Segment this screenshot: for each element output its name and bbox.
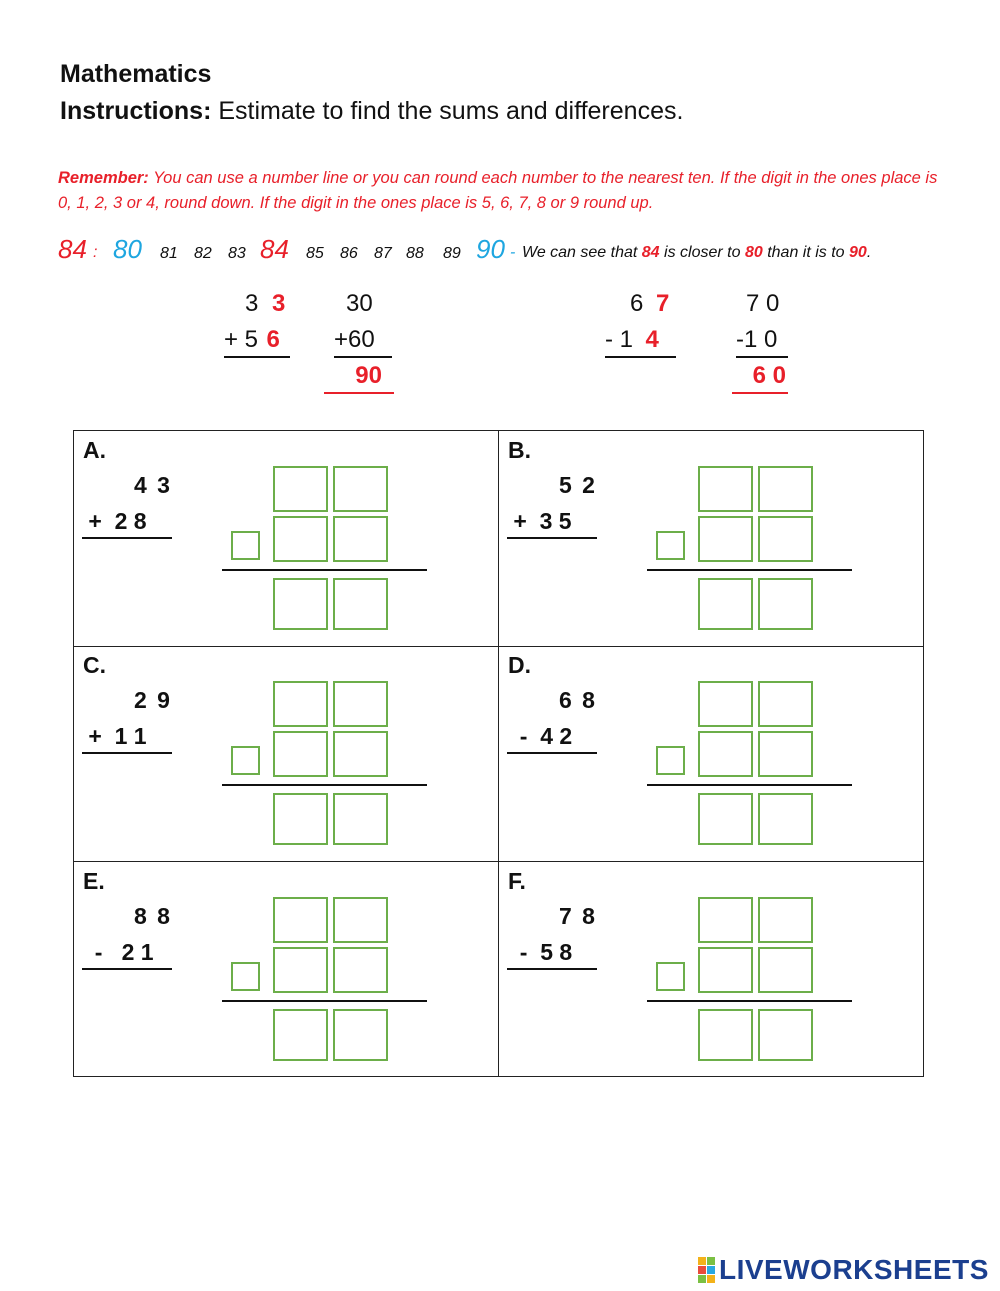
answer-box-operator[interactable] bbox=[656, 962, 685, 991]
nl-87: 87 bbox=[374, 245, 392, 262]
problem-letter: E. bbox=[83, 868, 105, 894]
nl-89: 89 bbox=[443, 245, 461, 262]
ex-add-r-sum-wrap bbox=[324, 362, 394, 394]
answer-box-round-top-ones[interactable] bbox=[333, 897, 388, 943]
answer-box-result-tens[interactable] bbox=[698, 1009, 753, 1061]
instructions-text: Estimate to find the sums and differences. bbox=[211, 97, 684, 125]
problem-cell bbox=[74, 646, 499, 861]
remember-note bbox=[58, 166, 948, 216]
answer-rule bbox=[222, 1000, 427, 1002]
ex-sub-r-bot: -1 0 bbox=[736, 326, 778, 353]
remember-label: Remember: bbox=[58, 169, 149, 187]
problem-bottom-number: + 1 1 bbox=[82, 723, 172, 754]
ex-sub-r-top: 7 0 bbox=[746, 290, 780, 317]
answer-box-round-top-ones[interactable] bbox=[758, 897, 813, 943]
nl-mid: 84 bbox=[260, 234, 289, 264]
problem-top-number: 2 9 bbox=[134, 687, 172, 713]
nl-85: 85 bbox=[306, 245, 324, 262]
answer-box-round-bottom-tens[interactable] bbox=[698, 947, 753, 993]
liveworksheets-logo bbox=[698, 1255, 989, 1285]
remember-text: You can use a number line or you can round each number to the nearest ten. If the digit in the ones place is 0, 1, 2, 3 or 4, round down. If the digit in the ones place is 5, 6, 7, 8 or 9 round up. bbox=[58, 169, 938, 212]
answer-box-result-tens[interactable] bbox=[273, 793, 328, 845]
nl-83: 83 bbox=[228, 245, 246, 262]
nl-88: 88 bbox=[406, 245, 424, 262]
ex-add-top-tens: 3 bbox=[245, 290, 259, 317]
problem-top-number: 6 8 bbox=[559, 687, 597, 713]
nl-81: 81 bbox=[160, 245, 178, 262]
nl-s-v3: 90 bbox=[849, 244, 867, 261]
ex-add-r-bot: +60 bbox=[334, 326, 375, 353]
answer-box-result-tens[interactable] bbox=[698, 578, 753, 630]
problem-top-number: 4 3 bbox=[134, 472, 172, 498]
ex-add-r-top: 30 bbox=[346, 290, 373, 317]
answer-box-result-ones[interactable] bbox=[758, 1009, 813, 1061]
answer-box-result-ones[interactable] bbox=[333, 793, 388, 845]
answer-box-round-top-tens[interactable] bbox=[273, 897, 328, 943]
problem-cell bbox=[499, 431, 924, 646]
nl-s3: than it is to bbox=[767, 244, 845, 261]
answer-box-result-ones[interactable] bbox=[333, 578, 388, 630]
nl-start: 84 bbox=[58, 234, 87, 264]
ex-add-bot-prefix: + 5 bbox=[224, 326, 259, 353]
answer-box-result-ones[interactable] bbox=[333, 1009, 388, 1061]
answer-box-round-bottom-ones[interactable] bbox=[758, 731, 813, 777]
ex-sub-top-ones: 7 bbox=[656, 290, 670, 317]
nl-high: 90 bbox=[476, 234, 505, 264]
ex-sub-r-diff-wrap bbox=[732, 362, 788, 394]
answer-rule bbox=[647, 569, 852, 571]
problem-bottom-number: + 2 8 bbox=[82, 508, 172, 539]
nl-s4: . bbox=[866, 244, 872, 261]
logo-mark-icon bbox=[698, 1257, 715, 1283]
problem-bottom-number: - 5 8 bbox=[507, 939, 597, 970]
answer-box-round-bottom-tens[interactable] bbox=[273, 731, 328, 777]
answer-box-operator[interactable] bbox=[231, 531, 260, 560]
answer-box-round-top-ones[interactable] bbox=[758, 681, 813, 727]
answer-box-round-bottom-tens[interactable] bbox=[698, 731, 753, 777]
answer-box-result-tens[interactable] bbox=[698, 793, 753, 845]
problem-bottom-number: - 2 1 bbox=[82, 939, 172, 970]
ex-sub-r-diff: 6 0 bbox=[752, 362, 786, 389]
ex-add-bot-ones: 6 bbox=[266, 326, 280, 353]
problem-grid bbox=[73, 430, 924, 1077]
answer-box-operator[interactable] bbox=[656, 746, 685, 775]
problem-letter: D. bbox=[508, 652, 531, 678]
nl-82: 82 bbox=[194, 245, 212, 262]
answer-box-result-tens[interactable] bbox=[273, 578, 328, 630]
answer-box-round-top-tens[interactable] bbox=[273, 466, 328, 512]
nl-s1: We can see that bbox=[522, 244, 638, 261]
problem-letter: C. bbox=[83, 652, 106, 678]
nl-s-v2: 80 bbox=[744, 244, 763, 261]
problem-cell bbox=[74, 862, 499, 1077]
answer-box-round-top-tens[interactable] bbox=[698, 681, 753, 727]
answer-box-result-ones[interactable] bbox=[758, 793, 813, 845]
nl-s2: is closer to bbox=[664, 244, 741, 261]
nl-low: 80 bbox=[113, 234, 142, 264]
answer-box-round-top-tens[interactable] bbox=[698, 466, 753, 512]
problem-top-number: 5 2 bbox=[559, 472, 597, 498]
answer-box-round-bottom-ones[interactable] bbox=[333, 947, 388, 993]
instructions bbox=[60, 97, 683, 126]
answer-box-round-top-ones[interactable] bbox=[333, 681, 388, 727]
nl-s-v1: 84 bbox=[641, 244, 660, 261]
problem-letter: A. bbox=[83, 437, 106, 463]
nl-sentence bbox=[522, 244, 871, 262]
answer-box-result-tens[interactable] bbox=[273, 1009, 328, 1061]
answer-rule bbox=[222, 784, 427, 786]
answer-box-round-bottom-ones[interactable] bbox=[333, 731, 388, 777]
answer-box-round-bottom-tens[interactable] bbox=[273, 516, 328, 562]
answer-box-round-bottom-tens[interactable] bbox=[273, 947, 328, 993]
answer-box-round-top-ones[interactable] bbox=[333, 466, 388, 512]
answer-box-round-top-ones[interactable] bbox=[758, 466, 813, 512]
problem-cell bbox=[499, 862, 924, 1077]
problem-top-number: 7 8 bbox=[559, 903, 597, 929]
nl-86: 86 bbox=[340, 245, 358, 262]
ex-add-r-bot-wrap bbox=[334, 326, 392, 358]
problem-cell bbox=[499, 646, 924, 861]
logo-text: LIVEWORKSHEETS bbox=[719, 1254, 989, 1285]
answer-box-round-top-tens[interactable] bbox=[273, 681, 328, 727]
answer-box-operator[interactable] bbox=[231, 962, 260, 991]
ex-add-top-ones: 3 bbox=[272, 290, 286, 317]
ex-sub-bot-ones: 4 bbox=[645, 326, 659, 353]
ex-add-bottom bbox=[224, 326, 290, 358]
instructions-label: Instructions: bbox=[60, 97, 212, 125]
problem-top-number: 8 8 bbox=[134, 903, 172, 929]
answer-box-operator[interactable] bbox=[231, 746, 260, 775]
problem-letter: B. bbox=[508, 437, 531, 463]
ex-sub-top-tens: 6 bbox=[630, 290, 644, 317]
answer-box-round-bottom-tens[interactable] bbox=[698, 516, 753, 562]
answer-rule bbox=[647, 784, 852, 786]
problem-bottom-number: - 4 2 bbox=[507, 723, 597, 754]
ex-sub-r-bot-wrap bbox=[736, 326, 788, 358]
nl-dash: - bbox=[510, 244, 516, 261]
problem-cell bbox=[74, 431, 499, 646]
answer-box-round-bottom-ones[interactable] bbox=[758, 947, 813, 993]
answer-box-operator[interactable] bbox=[656, 531, 685, 560]
answer-rule bbox=[222, 569, 427, 571]
answer-box-round-bottom-ones[interactable] bbox=[758, 516, 813, 562]
problem-bottom-number: + 3 5 bbox=[507, 508, 597, 539]
ex-sub-bottom bbox=[605, 326, 676, 358]
answer-box-result-ones[interactable] bbox=[758, 578, 813, 630]
answer-box-round-top-tens[interactable] bbox=[698, 897, 753, 943]
ex-add-r-sum: 90 bbox=[355, 362, 382, 389]
answer-rule bbox=[647, 1000, 852, 1002]
ex-sub-bot-prefix: - 1 bbox=[605, 326, 634, 353]
problem-letter: F. bbox=[508, 868, 526, 894]
nl-colon: : bbox=[93, 244, 98, 261]
answer-box-round-bottom-ones[interactable] bbox=[333, 516, 388, 562]
subject-title: Mathematics bbox=[60, 60, 212, 88]
